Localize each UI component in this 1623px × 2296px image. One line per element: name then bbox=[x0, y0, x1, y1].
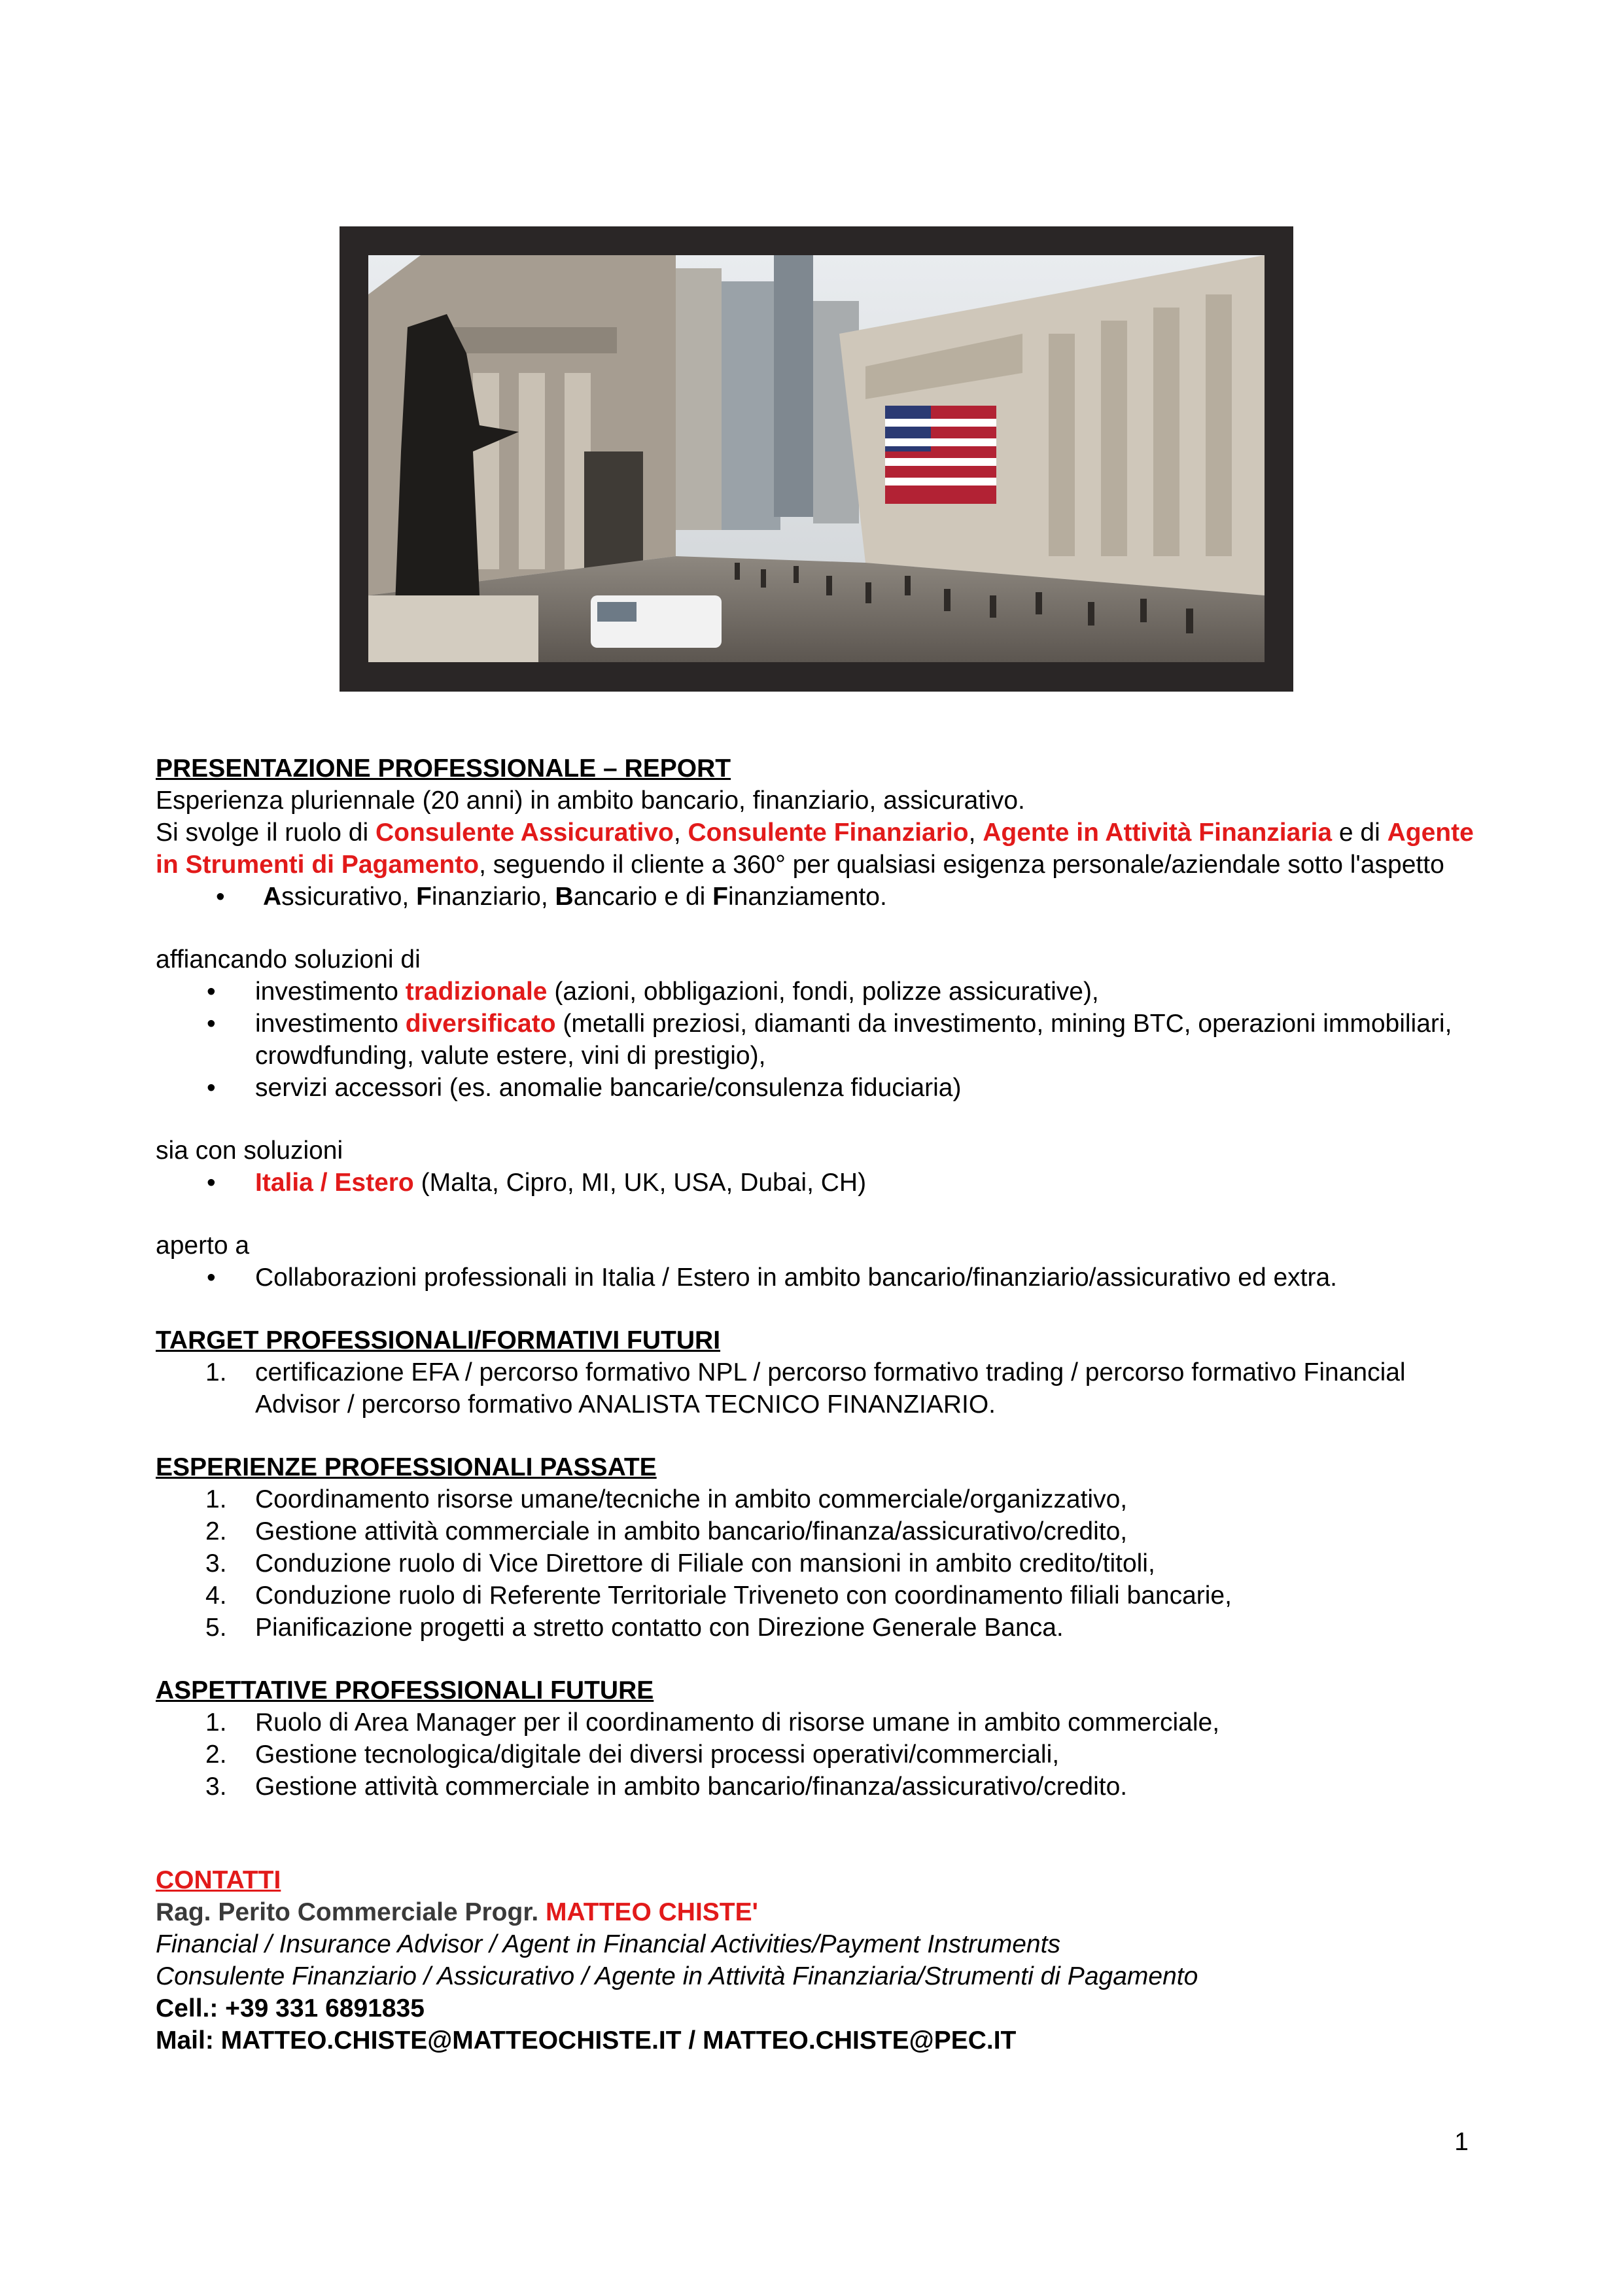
past-list bbox=[156, 1483, 1490, 1644]
document-body bbox=[156, 752, 1490, 2057]
roles-separator: , bbox=[673, 819, 688, 847]
item-text: (Malta, Cipro, MI, UK, USA, Dubai, CH) bbox=[413, 1169, 867, 1197]
item-number: 3. bbox=[205, 1773, 227, 1801]
list-item bbox=[156, 1356, 1490, 1421]
item-text: Gestione attività commerciale in ambito bancario/finanza/assicurativo/credito. bbox=[255, 1773, 1128, 1801]
aspect-text: inanziario, bbox=[431, 883, 555, 911]
item-text: Gestione attività commerciale in ambito bancario/finanza/assicurativo/credito, bbox=[255, 1517, 1128, 1545]
role-consulente-finanziario: Consulente Finanziario bbox=[688, 819, 969, 847]
contacts-section bbox=[156, 1864, 1490, 2057]
section-title-contatti: CONTATTI bbox=[156, 1866, 281, 1894]
item-text: Pianificazione progetti a stretto contatto con Direzione Generale Banca. bbox=[255, 1614, 1064, 1642]
item-number: 2. bbox=[205, 1740, 227, 1769]
photo-frame bbox=[340, 226, 1293, 692]
intro-roles bbox=[156, 817, 1490, 881]
item-text: certificazione EFA / percorso formativo NPL / percorso formativo trading / percorso formativo Financial Advisor / percorso formativo ANALISTA TECNICO FINANZIARIO. bbox=[255, 1358, 1406, 1419]
target-list bbox=[156, 1356, 1490, 1421]
list-item bbox=[156, 1580, 1490, 1612]
item-text: Coordinamento risorse umane/tecniche in ambito commerciale/organizzativo, bbox=[255, 1485, 1128, 1513]
aspect-initial: F bbox=[712, 883, 728, 911]
aspect-text: ssicurativo, bbox=[281, 883, 417, 911]
role-consulente-assicurativo: Consulente Assicurativo bbox=[375, 819, 674, 847]
list-item bbox=[156, 1167, 1490, 1199]
list-item bbox=[156, 1515, 1490, 1547]
contact-email[interactable]: Mail: MATTEO.CHISTE@MATTEOCHISTE.IT / MATTEO.CHISTE@PEC.IT bbox=[156, 2026, 1017, 2055]
aspect-text: ancario e di bbox=[573, 883, 713, 911]
contact-name: MATTEO CHISTE' bbox=[546, 1898, 758, 1926]
contact-phone[interactable]: Cell.: +39 331 6891835 bbox=[156, 1994, 425, 2022]
item-number: 1. bbox=[205, 1708, 227, 1737]
aspect-list bbox=[156, 881, 1490, 913]
item-text: Conduzione ruolo di Vice Direttore di Filiale con mansioni in ambito credito/titoli, bbox=[255, 1549, 1155, 1578]
item-text: (metalli preziosi, diamanti da investimento, mining BTC, operazioni immobiliari, crowdfunding, valute estere, vini di prestigio), bbox=[255, 1010, 1452, 1070]
section-title-presentazione: PRESENTAZIONE PROFESSIONALE – REPORT bbox=[156, 754, 731, 783]
photo-illustration bbox=[368, 255, 1265, 662]
item-text: Conduzione ruolo di Referente Territoriale Triveneto con coordinamento filiali bancarie, bbox=[255, 1581, 1232, 1610]
role-agente-strumenti-pagamento: Agente in Strumenti di Pagamento bbox=[156, 819, 1474, 879]
item-text: Ruolo di Area Manager per il coordinamento di risorse umane in ambito commerciale, bbox=[255, 1708, 1220, 1737]
roles-separator: e di bbox=[1332, 819, 1387, 847]
item-number: 4. bbox=[205, 1581, 227, 1610]
aspect-text: inanziamento. bbox=[727, 883, 887, 911]
role-agente-attivita-finanziaria: Agente in Attività Finanziaria bbox=[983, 819, 1333, 847]
list-item bbox=[156, 1771, 1490, 1803]
solutions-list bbox=[156, 976, 1490, 1104]
aspect-initial: F bbox=[416, 883, 432, 911]
wall-street-photo bbox=[368, 255, 1265, 662]
list-item bbox=[156, 1706, 1490, 1739]
open-list bbox=[156, 1262, 1490, 1294]
intro-experience: Esperienza pluriennale (20 anni) in ambito bancario, finanziario, assicurativo. bbox=[156, 786, 1025, 815]
item-highlight: tradizionale bbox=[405, 978, 548, 1006]
roles-suffix: , seguendo il cliente a 360° per qualsiasi esigenza personale/aziendale sotto l'aspetto bbox=[479, 851, 1444, 879]
contact-role-it: Consulente Finanziario / Assicurativo / Agente in Attività Finanziaria/Strumenti di Pagamento bbox=[156, 1962, 1198, 1990]
item-number: 5. bbox=[205, 1614, 227, 1642]
list-item bbox=[156, 1547, 1490, 1580]
page-number: 1 bbox=[1454, 2128, 1469, 2156]
location-lead: sia con soluzioni bbox=[156, 1137, 343, 1165]
item-text: Gestione tecnologica/digitale dei diversi processi operativi/commerciali, bbox=[255, 1740, 1060, 1769]
list-item bbox=[156, 1612, 1490, 1644]
list-item bbox=[156, 1008, 1490, 1072]
contact-name-line bbox=[156, 1896, 1490, 1928]
list-item bbox=[156, 1483, 1490, 1515]
future-list bbox=[156, 1706, 1490, 1803]
item-number: 3. bbox=[205, 1549, 227, 1578]
roles-prefix: Si svolge il ruolo di bbox=[156, 819, 375, 847]
aspect-initial: B bbox=[555, 883, 574, 911]
item-text: investimento bbox=[255, 1010, 406, 1038]
list-item: • servizi accessori (es. anomalie bancarie/consulenza fiduciaria) bbox=[156, 1072, 1490, 1104]
list-item bbox=[156, 881, 1490, 913]
section-title-esperienze: ESPERIENZE PROFESSIONALI PASSATE bbox=[156, 1453, 657, 1481]
list-item bbox=[156, 976, 1490, 1008]
item-text: (azioni, obbligazioni, fondi, polizze assicurative), bbox=[547, 978, 1099, 1006]
item-number: 2. bbox=[205, 1517, 227, 1545]
item-highlight: Italia / Estero bbox=[255, 1169, 414, 1197]
contact-title: Rag. Perito Commerciale Progr. bbox=[156, 1898, 546, 1926]
list-item bbox=[156, 1739, 1490, 1771]
open-lead: aperto a bbox=[156, 1231, 250, 1260]
item-text: investimento bbox=[255, 978, 406, 1006]
aspect-initial: A bbox=[263, 883, 282, 911]
item-highlight: diversificato bbox=[405, 1010, 556, 1038]
location-list bbox=[156, 1167, 1490, 1199]
item-number: 1. bbox=[205, 1485, 227, 1513]
section-title-aspettative: ASPETTATIVE PROFESSIONALI FUTURE bbox=[156, 1676, 654, 1704]
roles-separator: , bbox=[968, 819, 983, 847]
solutions-lead: affiancando soluzioni di bbox=[156, 945, 421, 974]
contact-role-en: Financial / Insurance Advisor / Agent in Financial Activities/Payment Instruments bbox=[156, 1930, 1060, 1958]
list-item: • Collaborazioni professionali in Italia / Estero in ambito bancario/finanziario/assicurativo ed extra. bbox=[156, 1262, 1490, 1294]
item-number: 1. bbox=[205, 1358, 227, 1386]
section-title-target: TARGET PROFESSIONALI/FORMATIVI FUTURI bbox=[156, 1326, 721, 1354]
